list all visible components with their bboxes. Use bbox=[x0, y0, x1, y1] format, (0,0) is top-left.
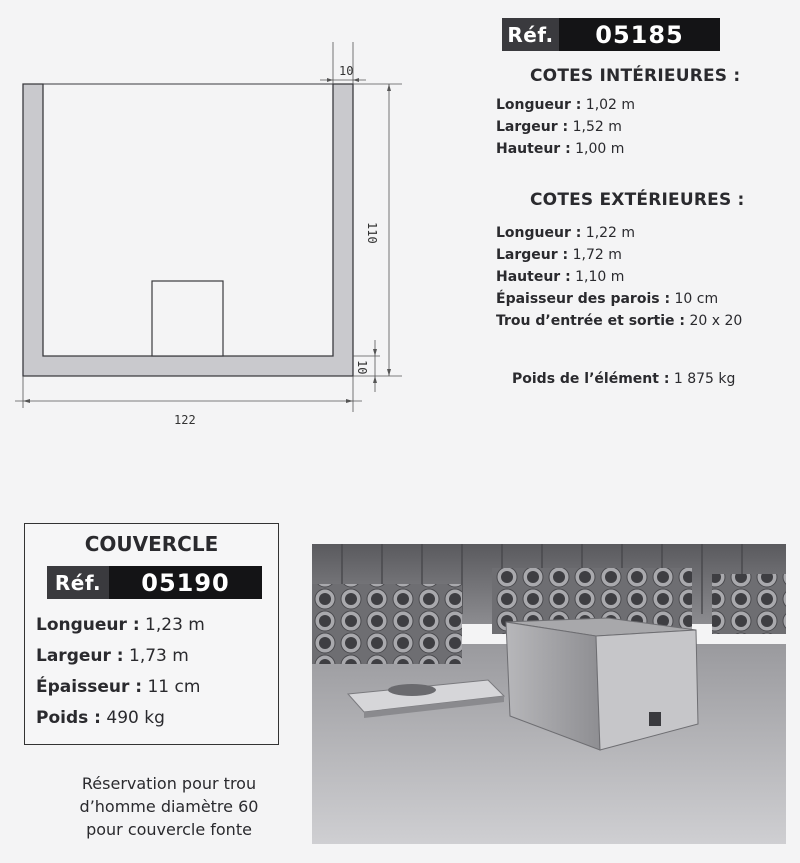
main-ref-number: 05185 bbox=[595, 20, 684, 49]
interior-list bbox=[496, 94, 635, 160]
couvercle-row: Largeur : 1,73 m bbox=[36, 646, 189, 666]
main-ref-badge bbox=[502, 18, 720, 51]
entry-hole bbox=[152, 281, 223, 356]
reservation-note bbox=[24, 772, 314, 841]
main-ref-label: Réf. bbox=[502, 18, 559, 51]
note-line: Réservation pour trou bbox=[81, 774, 257, 793]
exterior-list bbox=[496, 222, 742, 332]
couvercle-row: Poids : 490 kg bbox=[36, 708, 165, 728]
dim-width: 122 bbox=[174, 413, 196, 427]
exterior-row: Longueur : 1,22 m bbox=[496, 225, 636, 241]
exterior-title: COTES EXTÉRIEURES : bbox=[530, 190, 745, 210]
couvercle-box bbox=[24, 523, 279, 745]
note-line: d’homme diamètre 60 bbox=[79, 797, 259, 816]
element-weight: Poids de l’élément : 1 875 kg bbox=[512, 371, 736, 387]
couvercle-row: Longueur : 1,23 m bbox=[36, 615, 205, 635]
pipe-stack-right bbox=[712, 574, 786, 634]
interior-title: COTES INTÉRIEURES : bbox=[530, 66, 741, 86]
pipe-stack-left bbox=[312, 584, 462, 664]
dim-height: 110 bbox=[365, 222, 379, 244]
couvercle-ref-number: 05190 bbox=[141, 568, 230, 597]
cover-hole bbox=[388, 684, 436, 696]
tank-hole bbox=[649, 712, 661, 726]
couvercle-list bbox=[36, 610, 205, 734]
couvercle-ref-label: Réf. bbox=[47, 566, 109, 599]
product-photo bbox=[312, 544, 786, 844]
exterior-row: Largeur : 1,72 m bbox=[496, 247, 622, 263]
note-line: pour couvercle fonte bbox=[86, 820, 252, 839]
interior-row: Largeur : 1,52 m bbox=[496, 119, 622, 135]
couvercle-ref-badge bbox=[47, 566, 262, 599]
exterior-row: Hauteur : 1,10 m bbox=[496, 269, 625, 285]
exterior-row: Épaisseur des parois : 10 cm bbox=[496, 291, 719, 307]
couvercle-row: Épaisseur : 11 cm bbox=[36, 677, 201, 697]
dim-wall-top: 10 bbox=[339, 64, 354, 78]
technical-drawing bbox=[0, 0, 420, 440]
couvercle-title: COUVERCLE bbox=[84, 532, 219, 556]
interior-row: Longueur : 1,02 m bbox=[496, 97, 636, 113]
dim-floor: 10 bbox=[355, 360, 369, 375]
exterior-row: Trou d’entrée et sortie : 20 x 20 bbox=[496, 313, 743, 329]
interior-row: Hauteur : 1,00 m bbox=[496, 141, 625, 157]
